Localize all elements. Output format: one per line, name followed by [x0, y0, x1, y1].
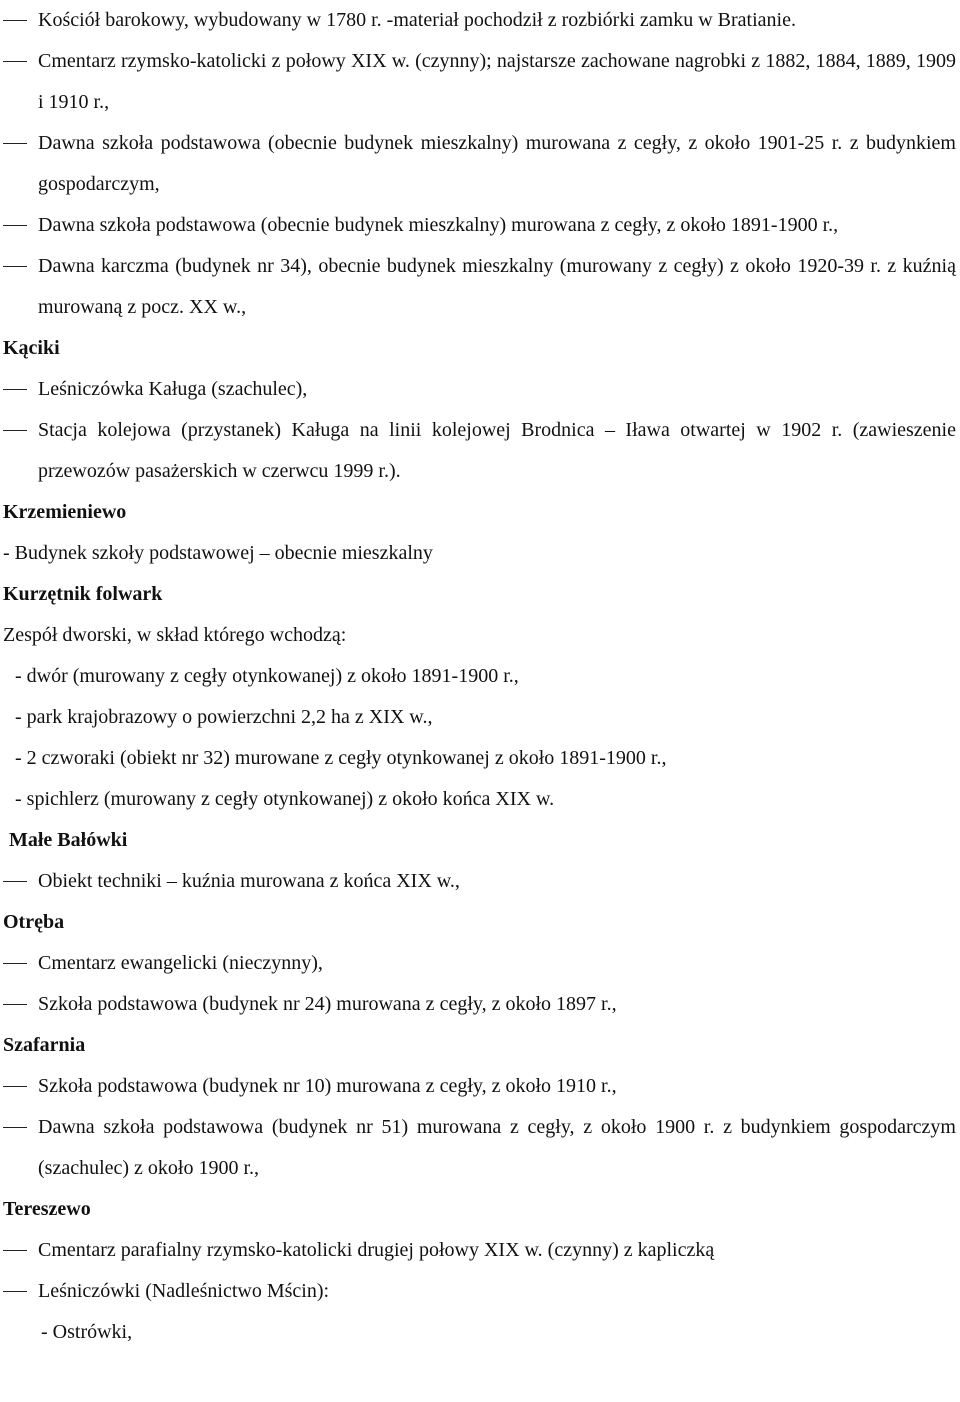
sub-item: - 2 czworaki (obiekt nr 32) murowane z cegły otynkowanej z około 1891-1900 r., — [15, 747, 667, 769]
dash-bullet — [3, 430, 27, 431]
sub-item: - dwór (murowany z cegły otynkowanej) z około 1891-1900 r., — [15, 665, 519, 687]
dash-bullet — [3, 1086, 27, 1087]
list-item — [3, 410, 956, 492]
list-item — [3, 1271, 956, 1312]
list-item — [3, 861, 956, 902]
list-item-text: Szkoła podstawowa (budynek nr 24) murowana z cegły, z około 1897 r., — [38, 993, 617, 1015]
list-item-text: Dawna szkoła podstawowa (obecnie budynek mieszkalny) murowana z cegły, z około 1891-1900 r., — [38, 214, 839, 236]
dash-bullet — [3, 881, 27, 882]
list-item-text: Dawna karczma (budynek nr 34), obecnie budynek mieszkalny (murowany z cegły) z około 1920-39 r. z kuźnią murowaną z pocz. XX w., — [38, 255, 956, 318]
section-otreba — [3, 902, 956, 1025]
list-item — [3, 1066, 956, 1107]
section-heading: Małe Bałówki — [9, 829, 128, 851]
section-heading: Otręba — [3, 911, 65, 933]
section-krzemieniewo — [3, 492, 956, 574]
dash-bullet — [3, 225, 27, 226]
dash-bullet — [3, 963, 27, 964]
list-item-text: Dawna szkoła podstawowa (budynek nr 51) murowana z cegły, z około 1900 r. z budynkiem gospodarczym (szachulec) z około 1900 r., — [38, 1116, 956, 1179]
dash-bullet — [3, 20, 27, 21]
list-item — [3, 246, 956, 328]
section-szafarnia — [3, 1025, 956, 1189]
list-item — [3, 984, 956, 1025]
dash-bullet — [3, 389, 27, 390]
list-item — [3, 0, 956, 41]
dash-bullet — [3, 1250, 27, 1251]
section-kurzetnik-folwark — [3, 574, 956, 820]
dash-bullet — [3, 266, 27, 267]
list-item — [3, 123, 956, 205]
section-heading: Krzemieniewo — [3, 501, 127, 523]
section-intro: - Budynek szkoły podstawowej – obecnie mieszkalny — [3, 542, 433, 564]
sub-item: - park krajobrazowy o powierzchni 2,2 ha z XIX w., — [15, 706, 433, 728]
list-item — [3, 205, 956, 246]
list-item — [3, 41, 956, 123]
list-item-text: Dawna szkoła podstawowa (obecnie budynek mieszkalny) murowana z cegły, z około 1901-25 r. z budynkiem gospodarczym, — [38, 132, 956, 195]
section-intro: Zespół dworski, w skład którego wchodzą: — [3, 624, 347, 646]
section-heading: Tereszewo — [3, 1198, 91, 1220]
dash-bullet — [3, 1004, 27, 1005]
list-item — [3, 1230, 956, 1271]
dash-bullet — [3, 143, 27, 144]
list-item-text: Cmentarz parafialny rzymsko-katolicki drugiej połowy XIX w. (czynny) z kapliczką — [38, 1239, 715, 1261]
dash-bullet — [3, 1127, 27, 1128]
section-tereszewo — [3, 1189, 956, 1353]
dash-bullet — [3, 1291, 27, 1292]
list-item-text: Kościół barokowy, wybudowany w 1780 r. -materiał pochodził z rozbiórki zamku w Bratianie. — [38, 9, 796, 31]
sub-item: - spichlerz (murowany z cegły otynkowanej) z około końca XIX w. — [15, 788, 555, 810]
list-item-text: Leśniczówka Kaługa (szachulec), — [38, 378, 308, 400]
list-item-text: Leśniczówki (Nadleśnictwo Mścin): — [38, 1280, 330, 1302]
sub-item: - Ostrówki, — [41, 1321, 133, 1343]
list-item-text: Cmentarz rzymsko-katolicki z połowy XIX w. (czynny); najstarsze zachowane nagrobki z 1882, 1884, 1889, 1909 i 1910 r., — [38, 50, 956, 113]
list-item-text: Cmentarz ewangelicki (nieczynny), — [38, 952, 323, 974]
section-male-balowki — [3, 820, 956, 902]
section-heading: Kąciki — [3, 337, 60, 359]
list-item — [3, 1107, 956, 1189]
list-item — [3, 369, 956, 410]
section-continuation — [3, 0, 956, 328]
section-kaciki — [3, 328, 956, 492]
section-heading: Kurzętnik folwark — [3, 583, 163, 605]
list-item-text: Obiekt techniki – kuźnia murowana z końca XIX w., — [38, 870, 460, 892]
list-item-text: Szkoła podstawowa (budynek nr 10) murowana z cegły, z około 1910 r., — [38, 1075, 617, 1097]
dash-bullet — [3, 61, 27, 62]
list-item — [3, 943, 956, 984]
section-heading: Szafarnia — [3, 1034, 86, 1056]
list-item-text: Stacja kolejowa (przystanek) Kaługa na linii kolejowej Brodnica – Iława otwartej w 1902 r. (zawieszenie przewozów pasażerskich w czerwcu 1999 r.). — [38, 419, 956, 482]
